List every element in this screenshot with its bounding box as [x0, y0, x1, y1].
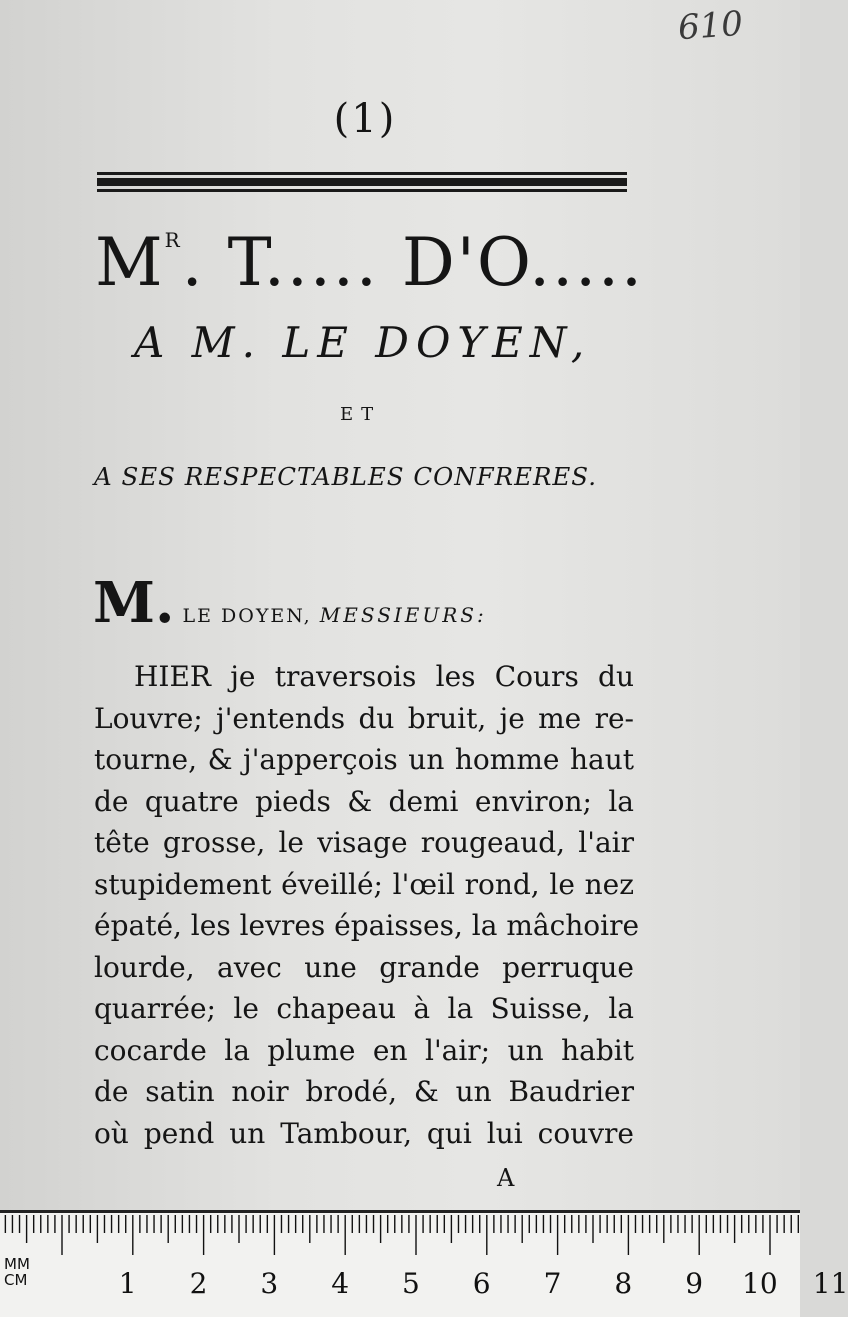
ruler-ticks	[0, 1213, 800, 1317]
title-mr: M	[95, 224, 165, 301]
ruler-number: 8	[614, 1267, 633, 1300]
text-line: HIER je traversois les Cours du	[134, 660, 634, 693]
ruler-number: 7	[543, 1267, 562, 1300]
signature-mark: A	[497, 1164, 515, 1192]
ruler-unit-cm: CM	[4, 1271, 28, 1289]
page-number: (1)	[333, 96, 397, 142]
header-rule	[97, 172, 627, 192]
text-line: de satin noir brodé, & un Baudrier	[94, 1075, 634, 1108]
ruler-number: 5	[402, 1267, 420, 1300]
ruler-number: 9	[685, 1267, 704, 1300]
scale-ruler	[0, 1210, 848, 1317]
text-line: de quatre pieds & demi environ; la	[94, 784, 634, 818]
page-title	[95, 224, 644, 301]
text-line: tourne, & j'apperçois un homme haut	[94, 743, 634, 776]
title-rest: . T..... D'O.....	[181, 224, 645, 301]
text-line: cocarde la plume en l'air; un habit	[94, 1033, 634, 1067]
text-line: lourde, avec une grande perruque	[94, 950, 634, 984]
ruler-number: 4	[331, 1267, 350, 1300]
ruler-number: 2	[189, 1267, 208, 1300]
salutation-doyen: LE DOYEN,	[174, 605, 320, 627]
ruler-number: 6	[472, 1267, 491, 1300]
body-paragraph	[94, 656, 640, 1154]
text-line: stupidement éveillé; l'œil rond, le nez	[94, 867, 634, 901]
subheading-confreres: A SES RESPECTABLES CONFRERES.	[94, 462, 598, 491]
ruler-number: 11	[812, 1267, 848, 1300]
subheading-doyen: A M. LE DOYEN,	[134, 318, 592, 367]
salutation-messieurs: MESSIEURS:	[319, 603, 487, 627]
text-line: tête grosse, le visage rougeaud, l'air	[94, 826, 634, 859]
text-line: quarrée; le chapeau à la Suisse, la	[94, 992, 634, 1025]
ruler-number: 3	[260, 1267, 279, 1300]
handwritten-page-mark: 610	[676, 3, 745, 49]
ruler-number: 1	[118, 1267, 137, 1300]
ruler-unit-mm: MM	[4, 1255, 30, 1273]
text-line: où pend un Tambour, qui lui couvre	[94, 1116, 634, 1150]
text-line: épaté, les levres épaisses, la mâchoire	[94, 909, 640, 942]
salutation	[93, 570, 487, 636]
text-line: Louvre; j'entends du bruit, je me re-	[94, 701, 634, 735]
ruler-number: 10	[742, 1267, 778, 1300]
title-mr-sup: R	[164, 228, 182, 252]
conjunction-et: ET	[340, 404, 382, 425]
salutation-initial: M.	[93, 570, 175, 636]
